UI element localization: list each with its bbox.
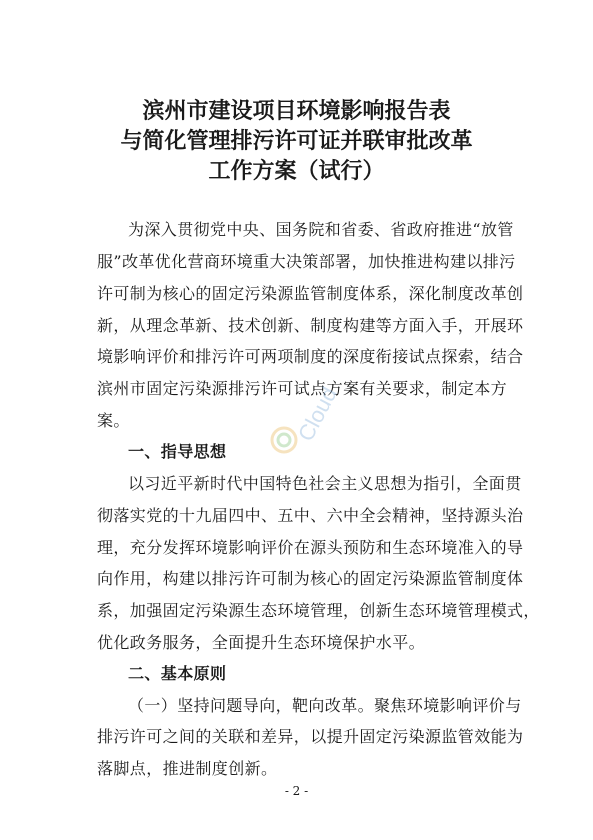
section1-line: 理，充分发挥环境影响评价在源头预防和生态环境准入的导: [97, 538, 524, 557]
page-number: - 2 -: [284, 784, 309, 798]
intro-line: 服”改革优化营商环境重大决策部署，加快推进构建以排污: [97, 252, 516, 271]
intro-line: 许可制为核心的固定污染源监管制度体系，深化制度改革创: [97, 284, 524, 303]
section1-line: 系，加强固定污染源生态环境管理，创新生态环境管理模式，: [97, 601, 540, 620]
intro-line: 滨州市固定污染源排污许可试点方案有关要求，制定本方: [97, 379, 508, 398]
section1-line: 彻落实党的十九届四中、五中、六中全会精神，坚持源头治: [97, 506, 524, 525]
section1-line: 以习近平新时代中国特色社会主义思想为指引，全面贯: [128, 474, 522, 493]
section2-line: 落脚点，推进制度创新。: [97, 759, 278, 778]
cloud-watermark-logo: [262, 378, 352, 468]
section-heading-guiding-thought: 一、指导思想: [128, 442, 227, 461]
document-title-line-1: 滨州市建设项目环境影响报告表: [142, 98, 451, 124]
watermark-text: Cloud: [292, 382, 342, 446]
intro-line: 案。: [97, 411, 130, 430]
document-title-line-3: 工作方案（试行）: [208, 158, 385, 184]
section1-line: 优化政务服务，全面提升生态环境保护水平。: [97, 633, 426, 652]
intro-line: 为深入贯彻党中央、国务院和省委、省政府推进“放管: [128, 220, 514, 239]
document-title-line-2: 与简化管理排污许可证并联审批改革: [120, 128, 473, 154]
intro-line: 新，从理念革新、技术创新、制度构建等方面入手，开展环: [97, 316, 524, 335]
intro-line: 境影响评价和排污许可两项制度的深度衔接试点探索，结合: [97, 347, 524, 366]
section-heading-basic-principles: 二、基本原则: [128, 664, 227, 683]
section2-line: 排污许可之间的关联和差异，以提升固定污染源监管效能为: [97, 727, 524, 746]
section2-line: （一）坚持问题导向，靶向改革。聚焦环境影响评价与: [128, 696, 522, 715]
section1-line: 向作用，构建以排污许可制为核心的固定污染源监管制度体: [97, 569, 524, 588]
